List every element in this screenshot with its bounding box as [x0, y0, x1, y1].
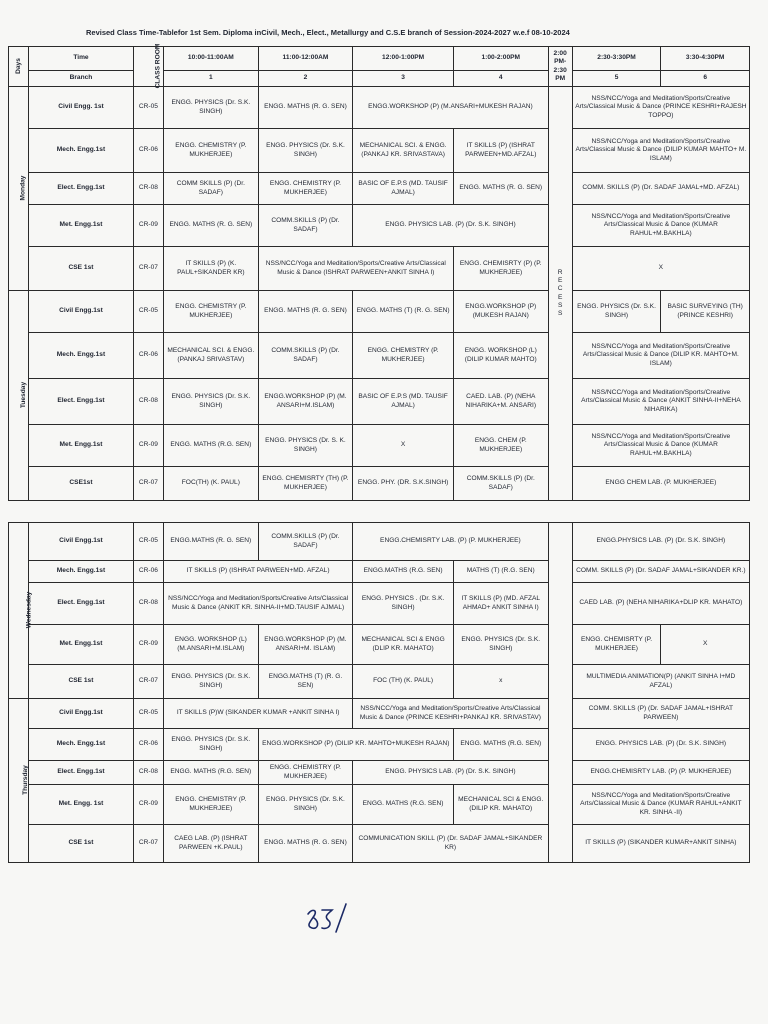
class-room: CR-08	[133, 379, 163, 425]
period-cell: IT SKILLS (P) (ISHRAT PARWEEN+MD.AFZAL)	[453, 129, 548, 173]
period-cell: ENGG. PHY. (DR. S.K.SINGH)	[353, 467, 454, 501]
class-room: CR-09	[133, 625, 163, 665]
branch-label: Met. Engg.1st	[29, 425, 134, 467]
period-cell: COMM.SKILLS (P) (Dr. SADAF)	[258, 333, 353, 379]
period-cell: ENGG. CHEMISTRY (P. MUKHERJEE)	[164, 785, 259, 825]
branch-label: Mech. Engg.1st	[29, 561, 134, 583]
period-6-header: 6	[661, 71, 750, 87]
period-cell: ENGG. CHEMISRTY (TH) (P. MUKHERJEE)	[258, 467, 353, 501]
class-room: CR-05	[133, 699, 163, 729]
slot-2-header: 11:00-12:00AM	[258, 47, 353, 71]
period-cell: x	[453, 665, 548, 699]
period-cell: ENGG. PHYSICS . (Dr. S.K. SINGH)	[353, 583, 454, 625]
period-cell: ENGG CHEM LAB. (P. MUKHERJEE)	[572, 467, 749, 501]
period-cell: ENGG. CHEMISTRY (P. MUKHERJEE)	[258, 173, 353, 205]
period-cell: COMM.SKILLS (P) (Dr. SADAF)	[453, 467, 548, 501]
period-cell: ENGG.WORKSHOP (P) (DILIP KR. MAHTO+MUKESH RAJAN)	[258, 729, 453, 761]
timetable-wed-thu	[8, 522, 750, 863]
time-header: Time	[29, 47, 134, 71]
period-cell: ENGG. PHYSICS LAB. (P) (Dr. S.K. SINGH)	[353, 205, 548, 247]
period-cell: COMMUNICATION SKILL (P) (Dr. SADAF JAMAL+SIKANDER KR)	[353, 825, 548, 863]
period-cell: ENGG. PHYSICS (Dr. S.K. SINGH)	[164, 665, 259, 699]
branch-label: Met. Engg.1st	[29, 205, 134, 247]
period-cell: NSS/NCC/Yoga and Meditation/Sports/Creative Arts/Classical Music & Dance (DILIP KUMAR MAHTO+ M. ISLAM)	[572, 129, 749, 173]
period-cell: ENGG.PHYSICS LAB. (P) (Dr. S.K. SINGH)	[572, 523, 749, 561]
class-room: CR-05	[133, 87, 163, 129]
period-cell: ENGG.WORKSHOP (P) (M.ANSARI+MUKESH RAJAN)	[353, 87, 548, 129]
class-room: CR-07	[133, 467, 163, 501]
period-cell: ENGG. PHYSICS (Dr. S. K. SINGH)	[258, 425, 353, 467]
recess-gap	[548, 523, 572, 863]
period-cell: FOC(TH) (K. PAUL)	[164, 467, 259, 501]
period-cell: ENGG. MATHS (R. G. SEN)	[453, 173, 548, 205]
class-room-header: CLASS ROOM	[133, 47, 163, 87]
branch-label: Civil Engg. 1st	[29, 87, 134, 129]
period-cell: ENGG. PHYSICS (Dr. S.K. SINGH)	[258, 129, 353, 173]
period-cell: COMM. SKILLS (P) (Dr. SADAF JAMAL+MD. AFZAL)	[572, 173, 749, 205]
period-cell: ENGG.WORKSHOP (P) (M. ANSARI+M. ISLAM)	[258, 625, 353, 665]
day-monday: Monday	[9, 87, 29, 291]
period-cell: MATHS (T) (R.G. SEN)	[453, 561, 548, 583]
period-cell: FOC (TH) (K. PAUL)	[353, 665, 454, 699]
branch-label: Elect. Engg.1st	[29, 761, 134, 785]
class-room: CR-09	[133, 785, 163, 825]
period-cell: COMM. SKILLS (P) (Dr. SADAF JAMAL+ISHRAT PARWEEN)	[572, 699, 749, 729]
period-cell: ENGG. PHYSICS (Dr. S.K. SINGH)	[164, 379, 259, 425]
branch-label: Mech. Engg.1st	[29, 333, 134, 379]
period-3-header: 3	[353, 71, 454, 87]
period-cell: ENGG. MATHS (R. G. SEN)	[164, 205, 259, 247]
period-cell: ENGG.MATHS (R. G. SEN)	[164, 523, 259, 561]
branch-header: Branch	[29, 71, 134, 87]
page-title: Revised Class Time-Tablefor 1st Sem. Diploma inCivil, Mech., Elect., Metallurgy and C.S.E branch of Session-2024-2027 w.e.f 08-10-2024	[86, 28, 570, 37]
class-room: CR-07	[133, 665, 163, 699]
period-2-header: 2	[258, 71, 353, 87]
period-5-header: 5	[572, 71, 661, 87]
branch-label: Met. Engg.1st	[29, 625, 134, 665]
recess-column: R E C E S S	[548, 87, 572, 501]
slot-3-header: 12:00-1:00PM	[353, 47, 454, 71]
branch-label: Civil Engg.1st	[29, 291, 134, 333]
period-cell: BASIC OF E.P.S (MD. TAUSIF AJMAL)	[353, 379, 454, 425]
period-cell: ENGG.WORKSHOP (P) (M. ANSARI+M.ISLAM)	[258, 379, 353, 425]
period-cell: ENGG. WORKSHOP (L) (M.ANSARI+M.ISLAM)	[164, 625, 259, 665]
period-cell: COMM.SKILLS (P) (Dr. SADAF)	[258, 523, 353, 561]
period-cell: MECHANICAL SCI & ENGG (DLIP KR. MAHATO)	[353, 625, 454, 665]
period-cell: ENGG. PHYSICS (Dr. S.K. SINGH)	[572, 291, 661, 333]
period-cell: IT SKILLS (P) (ISHRAT PARWEEN+MD. AFZAL)	[164, 561, 353, 583]
period-cell: ENGG. CHEMISTRY (P. MUKHERJEE)	[258, 761, 353, 785]
period-cell: MULTIMEDIA ANIMATION(P) (ANKIT SINHA I+MD AFZAL)	[572, 665, 749, 699]
timetable-mon-tue	[8, 46, 750, 501]
period-cell: COMM SKILLS (P) (Dr. SADAF)	[164, 173, 259, 205]
period-cell: ENGG. MATHS (R.G. SEN)	[164, 425, 259, 467]
slot-4-header: 1:00-2:00PM	[453, 47, 548, 71]
period-cell: ENGG. MATHS (R.G. SEN)	[453, 729, 548, 761]
branch-label: CSE 1st	[29, 665, 134, 699]
branch-label: Elect. Engg.1st	[29, 379, 134, 425]
period-cell: ENGG. MATHS (R. G. SEN)	[258, 291, 353, 333]
class-room: CR-06	[133, 333, 163, 379]
slot-5-header: 2:30-3:30PM	[572, 47, 661, 71]
period-cell: NSS/NCC/Yoga and Meditation/Sports/Creative Arts/Classical Music & Dance (KUMAR RAHUL+ANKIT KR. SINHA -II)	[572, 785, 749, 825]
period-cell: IT SKILLS (P) (SIKANDER KUMAR+ANKIT SINHA)	[572, 825, 749, 863]
period-cell: X	[661, 625, 750, 665]
branch-label: Elect. Engg.1st	[29, 583, 134, 625]
slot-1-header: 10:00-11:00AM	[164, 47, 259, 71]
period-cell: NSS/NCC/Yoga and Meditation/Sports/Creative Arts/Classical Music & Dance (KUMAR RAHUL+M.BAKHLA)	[572, 425, 749, 467]
period-cell: IT SKILLS (P)W (SIKANDER KUMAR +ANKIT SINHA I)	[164, 699, 353, 729]
period-cell: ENGG. CHEMISRTY (P. MUKHERJEE)	[572, 625, 661, 665]
period-cell: ENGG. PHYSICS (Dr. S.K. SINGH)	[164, 87, 259, 129]
period-cell: ENGG. PHYSICS LAB. (P) (Dr. S.K. SINGH)	[572, 729, 749, 761]
period-cell: NSS/NCC/Yoga and Meditation/Sports/Creative Arts/Classical Music & Dance (PRINCE KESHRI+RAJESH TOPPO)	[572, 87, 749, 129]
period-cell: ENGG. WORKSHOP (L) (DILIP KUMAR MAHTO)	[453, 333, 548, 379]
period-cell: CAED LAB. (P) (NEHA NIHARIKA+DLIP KR. MAHATO)	[572, 583, 749, 625]
class-room: CR-07	[133, 247, 163, 291]
period-cell: ENGG. CHEMISRTY (P) (P. MUKHERJEE)	[453, 247, 548, 291]
period-cell: CAEG LAB. (P) (ISHRAT PARWEEN +K.PAUL)	[164, 825, 259, 863]
days-header: Days	[9, 47, 29, 87]
class-room: CR-08	[133, 173, 163, 205]
period-cell: NSS/NCC/Yoga and Meditation/Sports/Creative Arts/Classical Music & Dance (DILIP KR. MAHTO+M. ISLAM)	[572, 333, 749, 379]
period-cell: ENGG. CHEM (P. MUKHERJEE)	[453, 425, 548, 467]
period-cell: NSS/NCC/Yoga and Meditation/Sports/Creative Arts/Classical Music & Dance (ISHRAT PARWEEN+ANKIT SINHA I)	[258, 247, 453, 291]
period-cell: ENGG. MATHS (R.G. SEN)	[353, 785, 454, 825]
period-cell: NSS/NCC/Yoga and Meditation/Sports/Creative Arts/Classical Music & Dance (KUMAR RAHUL+M.BAKHLA)	[572, 205, 749, 247]
period-cell: BASIC SURVEYING (TH) (PRINCE KESHRI)	[661, 291, 750, 333]
period-cell: ENGG. CHEMISTRY (P. MUKHERJEE)	[353, 333, 454, 379]
class-room: CR-09	[133, 205, 163, 247]
period-cell: IT SKILLS (P) (K. PAUL+SIKANDER KR)	[164, 247, 259, 291]
period-cell: MECHANICAL SCI. & ENGG. (PANKAJ SRIVASTAV)	[164, 333, 259, 379]
class-room: CR-09	[133, 425, 163, 467]
branch-label: CSE 1st	[29, 825, 134, 863]
branch-label: Met. Engg. 1st	[29, 785, 134, 825]
period-cell: NSS/NCC/Yoga and Meditation/Sports/Creative Arts/Classical Music & Dance (ANKIT SINHA-II+NEHA NIHARIKA)	[572, 379, 749, 425]
period-cell: IT SKILLS (P) (MD. AFZAL AHMAD+ ANKIT SINHA I)	[453, 583, 548, 625]
period-cell: BASIC OF E.P.S (MD. TAUSIF AJMAL)	[353, 173, 454, 205]
period-cell: ENGG.MATHS (T) (R. G. SEN)	[258, 665, 353, 699]
period-cell: ENGG. PHYSICS LAB. (P) (Dr. S.K. SINGH)	[353, 761, 548, 785]
period-cell: ENGG.WORKSHOP (P) (MUKESH RAJAN)	[453, 291, 548, 333]
class-room: CR-06	[133, 129, 163, 173]
branch-label: CSE1st	[29, 467, 134, 501]
period-cell: COMM.SKILLS (P) (Dr. SADAF)	[258, 205, 353, 247]
class-room: CR-08	[133, 761, 163, 785]
period-1-header: 1	[164, 71, 259, 87]
class-room: CR-06	[133, 729, 163, 761]
branch-label: Civil Engg.1st	[29, 523, 134, 561]
handwritten-signature	[300, 900, 350, 940]
day-tuesday: Tuesday	[9, 291, 29, 501]
period-cell: NSS/NCC/Yoga and Meditation/Sports/Creative Arts/Classical Music & Dance (ANKIT KR. SINHA-II+MD.TAUSIF AJMAL)	[164, 583, 353, 625]
period-cell: ENGG. CHEMISTRY (P. MUKHERJEE)	[164, 129, 259, 173]
period-cell: MECHANICAL SCI. & ENGG. (PANKAJ KR. SRIVASTAVA)	[353, 129, 454, 173]
branch-label: CSE 1st	[29, 247, 134, 291]
period-cell: ENGG. PHYSICS (Dr. S.K. SINGH)	[258, 785, 353, 825]
period-cell: ENGG. MATHS (T) (R. G. SEN)	[353, 291, 454, 333]
branch-label: Elect. Engg.1st	[29, 173, 134, 205]
period-cell: ENGG.CHEMISRTY LAB. (P) (P. MUKHERJEE)	[572, 761, 749, 785]
period-cell: ENGG.CHEMISRTY LAB. (P) (P. MUKHERJEE)	[353, 523, 548, 561]
period-cell: NSS/NCC/Yoga and Meditation/Sports/Creative Arts/Classical Music & Dance (PRINCE KESHRI+PANKAJ KR. SRIVASTAV)	[353, 699, 548, 729]
day-thursday: Thursday	[9, 699, 29, 863]
day-wednesday: Wednesday	[9, 523, 29, 699]
period-4-header: 4	[453, 71, 548, 87]
period-cell: ENGG. CHEMISTRY (P. MUKHERJEE)	[164, 291, 259, 333]
period-cell: ENGG. MATHS (R. G. SEN)	[258, 825, 353, 863]
period-cell: COMM. SKILLS (P) (Dr. SADAF JAMAL+SIKANDER KR.)	[572, 561, 749, 583]
branch-label: Mech. Engg.1st	[29, 129, 134, 173]
class-room: CR-05	[133, 291, 163, 333]
period-cell: MECHANICAL SCI & ENGG. (DILIP KR. MAHATO)	[453, 785, 548, 825]
class-room: CR-06	[133, 561, 163, 583]
period-cell: ENGG.MATHS (R.G. SEN)	[353, 561, 454, 583]
period-cell: ENGG. MATHS (R. G. SEN)	[258, 87, 353, 129]
branch-label: Civil Engg.1st	[29, 699, 134, 729]
period-cell: X	[572, 247, 749, 291]
branch-label: Mech. Engg.1st	[29, 729, 134, 761]
recess-time-header: 2:00 PM-2:30 PM	[548, 47, 572, 87]
period-cell: CAED. LAB. (P) (NEHA NIHARIKA+M. ANSARI)	[453, 379, 548, 425]
slot-6-header: 3:30-4:30PM	[661, 47, 750, 71]
class-room: CR-08	[133, 583, 163, 625]
period-cell: ENGG. PHYSICS (Dr. S.K. SINGH)	[164, 729, 259, 761]
class-room: CR-05	[133, 523, 163, 561]
period-cell: ENGG. PHYSICS (Dr. S.K. SINGH)	[453, 625, 548, 665]
class-room: CR-07	[133, 825, 163, 863]
period-cell: ENGG. MATHS (R.G. SEN)	[164, 761, 259, 785]
period-cell: X	[353, 425, 454, 467]
